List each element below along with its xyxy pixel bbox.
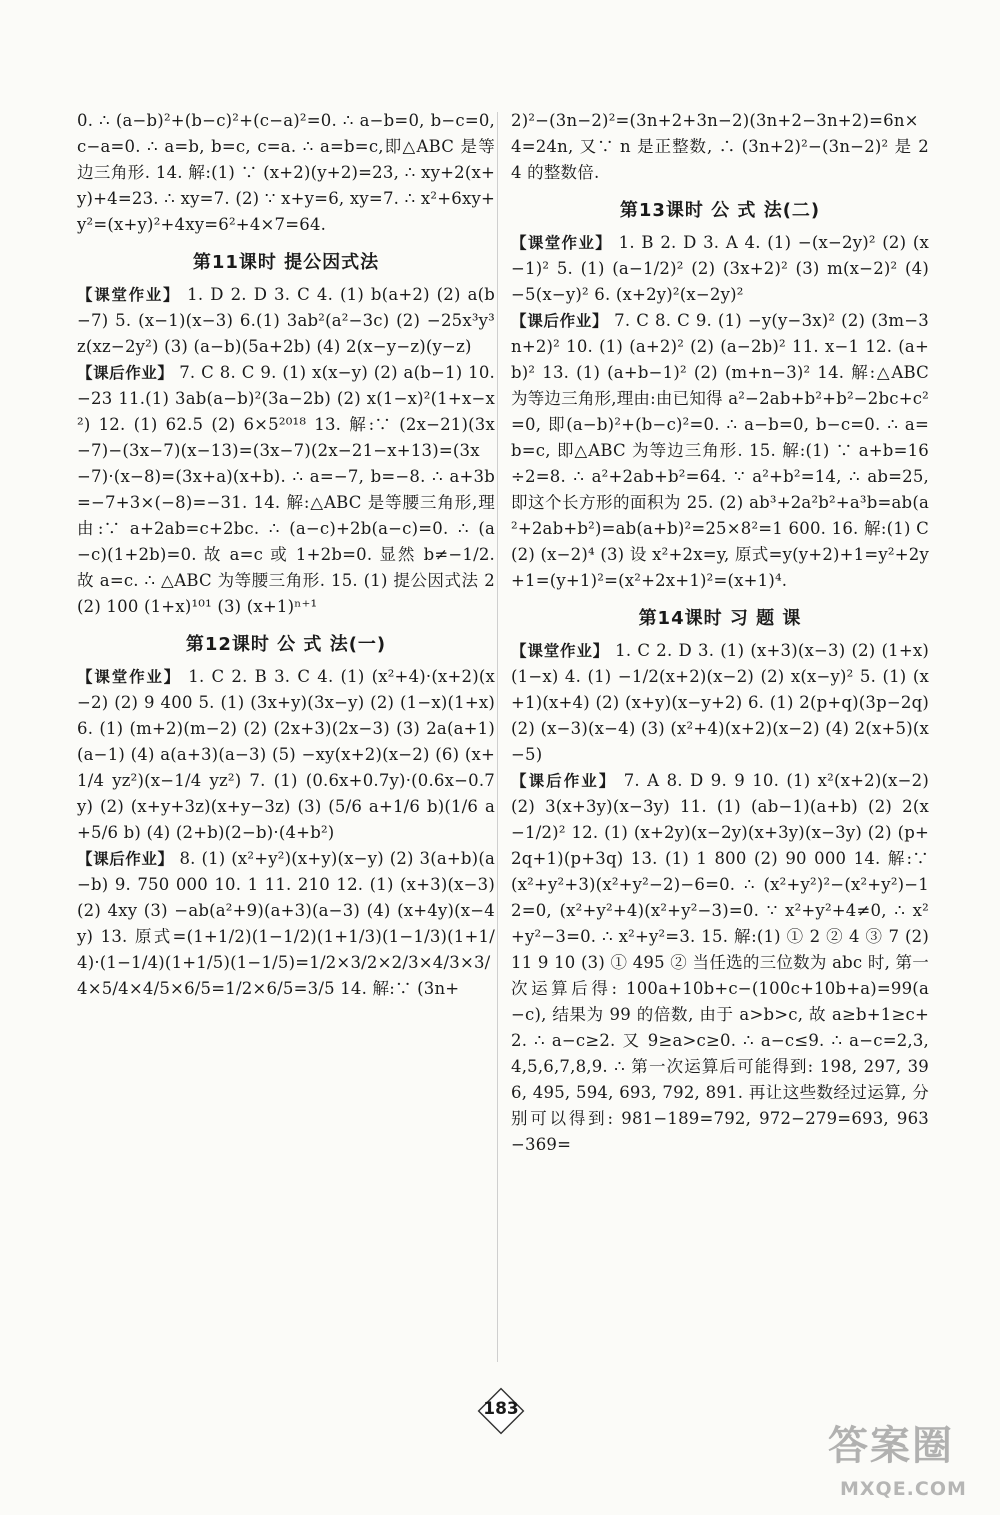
section-tag: 【课后作业】 (77, 850, 174, 868)
lesson-heading-14: 第14课时 习 题 课 (638, 608, 802, 629)
section-tag: 【课后作业】 (77, 364, 174, 382)
section-tag: 【课堂作业】 (77, 668, 182, 686)
lesson-heading-11: 第11课时 提公因式法 (192, 252, 380, 273)
section-tag: 【课后作业】 (511, 772, 617, 790)
page-number: 183 (483, 1399, 519, 1419)
left-column (77, 108, 495, 1002)
watermark-site-text: MXQE.COM (840, 1478, 967, 1500)
answer-text: 7. A 8. D 9. 9 10. (1) x²(x+2)(x−2) (2) 3(x+3y)(x−3y) 11. (1) (ab−1)(a+b) (2) 2(x−1/2)² 12. (1) (x+2y)(x−2y)(x+3y)(x−3y) (2) (p+2q+1)(p+3q) 13. (1) 1 800 (2) 90 000 14. 解:∵ (x²+y²+3)(x²+y²−2)−6=0. ∴ (x²+y²)²−(x²+y²)−12=0, (x²+y²+4)(x²+y²−3)=0. ∵ x²+y²+4≠0, ∴ x²+y²−3=0. ∴ x²+y²=3. 15. 解:(1) ① 2 ② 4 ③ 7 (2) 11 9 10 (3) ① 495 ② 当任选的三位数为 abc 时, 第一次运算后得: 100a+10b+c−(100c+10b+a)=99(a−c), 结果为 99 的倍数, 由于 a>b>c, 故 a≥b+1≥c+2. ∴ a−c≥2. 又 9≥a>c≥0. ∴ a−c≤9. ∴ a−c=2,3,4,5,6,7,8,9. ∴ 第一次运算后可能得到: 198, 297, 396, 495, 594, 693, 792, 891. 再让这些数经过运算, 分别可以得到: 981−189=792, 972−279=693, 963−369= (511, 771, 929, 1154)
watermark-logo-text: 答案圈 (828, 1423, 954, 1469)
answer-text: 1. D 2. D 3. C 4. (1) b(a+2) (2) a(b−7) 5. (x−1)(x−3) 6.(1) 3ab²(a²−3c) (2) −25x³y³z(xz−2y²) (3) (a−b)(5a+2b) (4) 2(x−y−z)(y−z) (77, 285, 496, 356)
answer-text: 1. C 2. B 3. C 4. (1) (x²+4)·(x+2)(x−2) (2) 9 400 5. (1) (3x+y)(3x−y) (2) (1−x)(1+x) 6. (1) (m+2)(m−2) (2) (2x+3)(2x−3) (3) 2a(a+1)(a−1) (4) a(a+3)(a−3) (5) −xy(x+2)(x−2) (6) (x+1/4 yz²)(x−1/4 yz²) 7. (1) (0.6x+0.7y)·(0.6x−0.7y) (2) (x+y+3z)(x+y−3z) (3) (5/6 a+1/6 b)(1/6 a+5/6 b) (4) (2+b)(2−b)·(4+b²) (77, 667, 496, 842)
right-column (511, 108, 929, 1158)
answer-text: 1. C 2. D 3. (1) (x+3)(x−3) (2) (1+x)(1−x) 4. (1) −1/2(x+2)(x−2) (2) x(x−y)² 5. (1) (x+1)(x+4) (2) (x+y)(x−y+2) 6. (1) 2(p+q)(3p−2q) (2) (x−3)(x−4) (3) (x²+4)(x+2)(x−2) (4) 2(x+5)(x−5) (511, 641, 930, 764)
answer-paragraph (511, 230, 929, 308)
column-divider (497, 112, 498, 1362)
watermark (820, 1410, 995, 1510)
answer-paragraph (511, 768, 929, 1158)
answer-text: 7. C 8. C 9. (1) −y(y−3x)² (2) (3m−3n+2)² 10. (1) (a+2)² (2) (a−2b)² 11. x−1 12. (a+b)² 13. (1) (a+b−1)² (2) (m+n−3)² 14. 解:△ABC 为等边三角形,理由:由已知得 a²−2ab+b²+b²−2bc+c²=0, 即(a−b)²+(b−c)²=0. ∴ a−b=0, b−c=0. ∴ a=b=c, 即△ABC 为等边三角形. 15. 解:(1) ∵ a+b=16÷2=8. ∴ a²+2ab+b²=64. ∵ a²+b²=14, ∴ ab=25, 即这个长方形的面积为 25. (2) ab³+2a²b²+a³b=ab(a²+2ab+b²)=ab(a+b)²=25×8²=1 600. 16. 解:(1) C (2) (x−2)⁴ (3) 设 x²+2x=y, 原式=y(y+2)+1=y²+2y+1=(y+1)²=(x²+2x+1)²=(x+1)⁴. (511, 311, 930, 590)
section-tag: 【课堂作业】 (511, 234, 613, 252)
section-tag: 【课堂作业】 (511, 642, 610, 660)
answer-text: 1. B 2. D 3. A 4. (1) −(x−2y)² (2) (x−1)² 5. (1) (a−1/2)² (2) (3x+2)² (3) m(x−2)² (4) −5(x−y)² 6. (x+2y)²(x−2y)² (511, 233, 929, 304)
answer-paragraph (77, 846, 495, 1002)
answer-paragraph (77, 282, 495, 360)
answer-paragraph (511, 638, 929, 768)
answer-text: 8. (1) (x²+y²)(x+y)(x−y) (2) 3(a+b)(a−b) 9. 750 000 10. 1 11. 210 12. (1) (x+3)(x−3) (2) 4xy (3) −ab(a²+9)(a+3)(a−3) (4) (x+4y)(x−4y) 13. 原式=(1+1/2)(1−1/2)(1+1/3)(1−1/3)(1+1/4)·(1−1/4)(1+1/5)(1−1/5)=1/2×3/2×2/3×4/3×3/4×5/4×4/5×6/5=1/2×6/5=3/5 14. 解:∵ (3n+ (77, 849, 495, 998)
answer-paragraph: 2)²−(3n−2)²=(3n+2+3n−2)(3n+2−3n+2)=6n×4=24n, 又∵ n 是正整数, ∴ (3n+2)²−(3n−2)² 是 24 的整数倍. (511, 111, 929, 182)
lesson-heading-13: 第13课时 公 式 法(二) (619, 200, 821, 221)
section-tag: 【课后作业】 (511, 312, 609, 330)
answer-text: 7. C 8. C 9. (1) x(x−y) (2) a(b−1) 10. −23 11.(1) 3ab(a−b)²(3a−2b) (2) x(1−x)²(1+x−x²) 12. (1) 62.5 (2) 6×5²⁰¹⁸ 13. 解:∵ (2x−21)(3x−7)−(3x−7)(x−13)=(3x−7)(2x−21−x+13)=(3x−7)·(x−8)=(3x+a)(x+b). ∴ a=−7, b=−8. ∴ a+3b=−7+3×(−8)=−31. 14. 解:△ABC 是等腰三角形,理由:∵ a+2ab=c+2bc. ∴ (a−c)+2b(a−c)=0. ∴ (a−c)(1+2b)=0. 故 a=c 或 1+2b=0. 显然 b≠−1/2. 故 a=c. ∴ △ABC 为等腰三角形. 15. (1) 提公因式法 2 (2) 100 (1+x)¹⁰¹ (3) (x+1)ⁿ⁺¹ (77, 363, 495, 616)
answer-paragraph (77, 360, 495, 620)
page-number-badge (478, 1388, 524, 1434)
answer-paragraph: 0. ∴ (a−b)²+(b−c)²+(c−a)²=0. ∴ a−b=0, b−c=0, c−a=0. ∴ a=b, b=c, c=a. ∴ a=b=c,即△ABC 是等边三角形. 14. 解:(1) ∵ (x+2)(y+2)=23, ∴ xy+2(x+y)+4=23. ∴ xy=7. (2) ∵ x+y=6, xy=7. ∴ x²+6xy+y²=(x+y)²+4xy=6²+4×7=64. (77, 111, 495, 234)
answer-paragraph (77, 664, 495, 846)
section-tag: 【课堂作业】 (77, 286, 181, 304)
lesson-heading-12: 第12课时 公 式 法(一) (185, 634, 387, 655)
answer-paragraph (511, 308, 929, 594)
